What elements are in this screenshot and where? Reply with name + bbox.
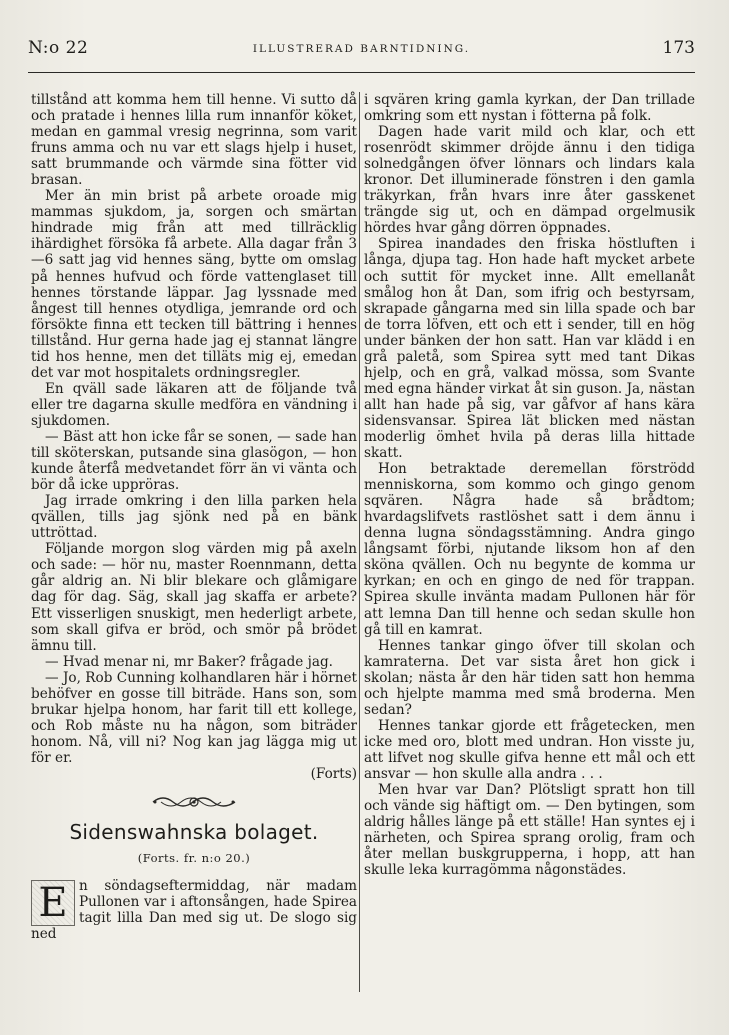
ornament-divider (31, 792, 357, 812)
paragraph: Hennes tankar gjorde ett frågetecken, men icke med oro, blott med undran. Hon visste ju, att lifvet nog skulle gifva henne ett mål och ett ansvar — hon skulle alla andra . . . (364, 717, 695, 782)
paragraph: — Bäst att hon icke får se sonen, — sade han till sköterskan, putsande sina glasögon, — hon kunde återfå medvetandet förr än vi vänta och bör då icke uppröras. (31, 428, 357, 494)
drop-cap: E (31, 880, 75, 926)
story-subtitle: (Forts. fr. n:o 20.) (137, 851, 251, 866)
issue-number: N:o 22 (28, 38, 89, 58)
paragraph: Jag irrade omkring i den lilla parken hela qvällen, tills jag sjönk ned på en bänk uttröttad. (31, 493, 357, 542)
flourish-icon (149, 792, 239, 812)
left-column (31, 92, 357, 942)
column-divider (359, 92, 360, 992)
opening-paragraph (31, 878, 357, 942)
paragraph: En qväll sade läkaren att de följande två eller tre dagarna skulle medföra en vändning i sjukdomen. (31, 380, 357, 429)
page-number: 173 (662, 38, 695, 58)
paragraph: — Hvad menar ni, mr Baker? frågade jag. (45, 653, 333, 670)
publication-title: ILLUSTRERAD BARNTIDNING. (252, 43, 471, 55)
paragraph: Hennes tankar gingo öfver till skolan och kamraterna. Det var sista året hon gick i skolan; nästa år den här tiden satt hon hemma och hjelpte mamma med små broderna. Men sedan? (364, 637, 695, 718)
paragraph: tillstånd att komma hem till henne. Vi sutto då och pratade i hennes lilla rum innanför köket, medan en gammal vresig negrinna, som varit fruns amma och nu var ett slags hjelp i huset, satt brummande och värmde sina fötter vid brasan. (31, 92, 357, 189)
paragraph: Hon betraktade deremellan förströdd menniskorna, som kommo och gingo genom sqvären. Några hade så brådtom; hvardagslifvets rastlöshet satt i dem ännu i denna lugna söndagsstämning. Andra gingo långsamt förbi, njutande liksom hon af den sköna qvällen. Och nu begynte de komma ur kyrkan; en och en gingo de ned för trappan. Spirea skulle invänta madam Pullonen här för att lemna Dan till henne och sedan skulle hon gå till en kamrat. (364, 461, 695, 638)
paragraph: Spirea inandades den friska höstluften i långa, djupa tag. Hon hade haft mycket arbete och suttit för mycket inne. Allt emellanåt smålog hon åt Dan, som ifrig och bestyrsam, skrapade gångarna med sin lilla spade och bar de torra löfven, ett och ett i sender, till en hög under bänken der hon satt. Han var klädd i en grå paletå, som Spirea sytt med tant Dikas hjelp, och en grå, valkad mössa, som Svante med egna händer virkat åt sin guson. Ja, nästan allt han hade på sig, var gåfvor af hans kära sidensvansar. Spirea lät blicken med nästan moderlig ömhet hvila på deras lilla hittade skatt. (364, 236, 695, 462)
continued-sign: (Forts) (310, 765, 357, 782)
paragraph: Följande morgon slog värden mig på axeln och sade: — hör nu, master Roennmann, detta går aldrig an. Ni blir blekare och glåmigare dag för dag. Säg, skall jag skaffa er arbete? Ett visserligen snuskigt, men hederligt arbete, som skall gifva er bröd, och smör på brödet ämnu till. (31, 541, 357, 654)
page-header (28, 38, 695, 60)
header-rule (28, 72, 695, 73)
story-title: Sidenswahnska bolaget. (69, 820, 319, 845)
paragraph: i sqvären kring gamla kyrkan, der Dan trillade omkring som ett nystan i fötterna på folk. (364, 92, 695, 125)
paragraph-text: n söndagseftermiddag, när madam Pullonen var i aftonsången, hade Spirea tagit lilla Dan med sig ut. De slogo sig ned (31, 878, 357, 943)
paragraph: Mer än min brist på arbete oroade mig mammas sjukdom, ja, sorgen och smärtan hindrade mig från att med tillräcklig ihärdighet försöka få arbete. Alla dagar från 3—6 satt jag vid hennes säng, bytte om omslag på hennes hufvud och förde vattenglaset till hennes törstande läppar. Jag lyssnade med ångest till hennes otydliga, jemrande ord och försökte finna ett tecken till bättring i hennes tillstånd. Hur gerna hade jag ej stannat längre tid hos henne, men det tilläts mig ej, emedan det var mot hospitalets ordningsregler. (31, 188, 357, 381)
paragraph: Men hvar var Dan? Plötsligt spratt hon till och vände sig häftigt om. — Den bytingen, som aldrig hålles länge på ett ställe! Han syntes ej i närheten, och Spirea sprang orolig, fram och åter mellan buskgrupperna, i hopp, att han skulle leka kurragömma någonstädes. (364, 782, 695, 879)
paragraph: — Jo, Rob Cunning kolhandlaren här i hörnet behöfver en gosse till biträde. Hans son, som brukar hjelpa honom, har farit till ett kollege, och Rob måste nu ha någon, som biträder honom. Nå, vill ni? Nog kan jag lägga mig ut för er. (31, 669, 357, 766)
right-column (364, 92, 695, 878)
paragraph: Dagen hade varit mild och klar, och ett rosenrödt skimmer dröjde ännu i den tidiga solnedgången öfver lönnars och lindars kala kronor. Det illuminerade fönstren i den gamla träkyrkan, från hvars inre åter gasskenet trängde sig ut, och en dämpad orgelmusik hördes hvar gång dörren öppnades. (364, 124, 695, 237)
